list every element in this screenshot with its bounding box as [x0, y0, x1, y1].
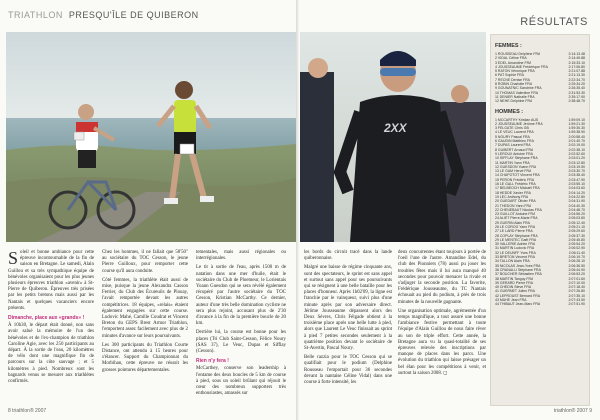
competitor-name: 10 THOMAS Valentine FRA — [495, 90, 539, 95]
paragraph: Une organisation optimale, agrémentée d'un temps magnifique, a tout assuré une bonne l'ambiance festive permettant à toute l'équipe d'Alain Guillou de nous faire rêver au son de triple effort. Cette année, la Bretagne aura vu la quasi-totalité de ses épreuves relevée des inscriptions par manque de places dans les parcs. Une évolution du triathlon qui laisse présager un bel élan pour les compétitions à venir, et surtout la saison 2008. ◻ — [398, 308, 486, 376]
finish-time: 2:04:22.80 — [568, 194, 585, 199]
finish-time: 2:14:13.48 — [568, 52, 585, 56]
competitor-name: 8 GUIBERT Arnaud FRA — [495, 147, 534, 152]
results-panel — [490, 34, 590, 406]
svg-text:2XX: 2XX — [384, 121, 407, 135]
finish-time: 2:05:45.80 — [568, 237, 585, 242]
finish-time: 1:59:21.30 — [568, 121, 585, 126]
left-page — [0, 0, 296, 420]
finish-time: 2:25:34.20 — [568, 82, 585, 87]
competitor-name: 44 THIBAUT Jean-Marc FRA — [495, 302, 541, 307]
subheading: Dimanche, place aux «grands» ! — [8, 315, 85, 322]
results-row — [495, 302, 585, 306]
competitor-name: 12 GUESDON Yoann FRA — [495, 164, 537, 169]
finish-time: 2:14:49.88 — [568, 56, 585, 61]
right-text-column-1 — [304, 250, 392, 389]
finish-time: 2:03:12.80 — [568, 160, 585, 165]
paragraph: tementales, mais aussi régionales ou interrégionales. — [196, 250, 286, 262]
competitor-name: 34 TALLON Alain FRA — [495, 259, 530, 264]
competitor-name: 38 MARTIN Tanguy FRA — [495, 276, 534, 281]
left-text-column-2 — [102, 250, 188, 377]
competitor-name: 35 NICOLAS Jean-Yves FRA — [495, 263, 541, 268]
competitor-name: 21 THEDON Yann FRA — [495, 203, 532, 208]
competitor-name: 39 GERARD Pierre FRA — [495, 280, 534, 285]
section-label: TRIATHLON — [8, 10, 63, 20]
competitor-name: 5 RATON Véronique FRA — [495, 69, 535, 74]
competitor-name: 40 CHEDIN Steve FRA — [495, 285, 532, 290]
finish-time: 2:31:53.30 — [568, 90, 585, 95]
finish-time: 2:04:40.30 — [568, 203, 585, 208]
finish-time: 2:05:29.60 — [568, 229, 585, 234]
finish-time: 2:06:36.50 — [568, 263, 585, 268]
finish-time: 2:00:58.40 — [568, 134, 585, 139]
results-heading: RÉSULTATS — [520, 16, 588, 28]
finish-time: 2:05:37.30 — [568, 233, 585, 238]
finish-time: 2:02:38.10 — [568, 147, 585, 152]
competitor-name: 13 LE GAM Hervé FRA — [495, 169, 532, 174]
finish-time: 1:59:30.30 — [568, 126, 585, 131]
competitor-name: 10 SIFFLAY Stéphane FRA — [495, 156, 538, 161]
finish-time: 2:03:30.70 — [568, 169, 585, 174]
finish-time: 2:06:19.70 — [568, 255, 585, 260]
competitor-name: 20 GUEDART Olivier FRA — [495, 199, 536, 204]
competitor-name: 28 COPLAY Stéphane FRA — [495, 233, 538, 238]
page-header — [8, 10, 199, 20]
finish-time: 1:59:09.10 — [568, 117, 585, 122]
competitor-name: 24 ALIET Pierre-Marie FRA — [495, 216, 538, 221]
paragraph: Malgré une baisse de régime cinquante ans, sont des spectateurs, le sprint est sans appel et surtout sans appel pour ses poursuivants qui se résignent à une belle bataille pour les places d'honneur. Après 1h02'09, la ligne est franchie par le vainqueur, suivi plus d'une minute après par son adversaire direct. Jérôme Jousseaume dépassent alors des Deux Sèvres, Chris Félgade obtient à la troisième place après une belle lutte à pied, alors que Laurent Le Veuc finissait au sprint à pied 7 petites secondes seulement à la quatrième position devant le sociétaire de St-Avertin, Pascal Noury. — [304, 265, 392, 352]
finish-time: 2:04:56.20 — [568, 212, 585, 217]
competitor-name: 3 FELGATE Chris GB — [495, 126, 529, 131]
competitor-name: 30 VALLERIE Adrien FRA — [495, 242, 536, 247]
finish-time: 2:03:55.10 — [568, 182, 585, 187]
finish-time: 2:04:48.70 — [568, 207, 585, 212]
paragraph: Côté femmes, la triathlète était aussi de mise, puisque la jeune Alexandra Casson Ferrier, du Club des Écureuils de Plouay, l'avait remportée devant les autres compétitrices. 18 équipes, «relais» étaient également engagées sur cette course. Ludovic Mahé, Camille Coudrat et Vincent Breton du GEPS Brest Armor Triathlon, l'emportent assez facilement avec plus de 2 minutes d'avance sur leurs poursuivants. — [102, 277, 188, 339]
competitor-name: 6 GAUDIN Matthieu FRA — [495, 139, 534, 144]
competitor-name: 15 PERON Frédéric FRA — [495, 177, 535, 182]
women-results-list — [495, 52, 585, 104]
finish-time: 2:21:13.30 — [568, 73, 585, 78]
finish-time: 2:01:40.70 — [568, 139, 585, 144]
paragraph: oleil et bonne ambiance pour cette épreuve incontournable de la fin de saison en Bretagne. Le samedi, Alain Guillou et sa très sympathique équipe de bénévoles organisaient pour les plus jeunes plusieurs épreuves triathlon «avenir» à St-Pierre de Quiberon. Épreuves très prisées par les petits bretons mais aussi par les Nantais et quelques vacanciers encore présents. — [8, 250, 94, 311]
competitor-name: 3 EDEL Amandine FRA — [495, 60, 532, 65]
competitor-name: 26 LE COROG Yann FRA — [495, 224, 536, 229]
men-results-list — [495, 118, 585, 307]
left-text-column-1 — [8, 250, 94, 388]
competitor-name: 29 LE MENTEC Gaël FRA — [495, 237, 537, 242]
finish-time: 2:03:38.40 — [568, 173, 585, 178]
competitor-name: 37 BOUCHER Sébastien FRA — [495, 272, 542, 277]
article-title: PRESQU'ÎLE DE QUIBERON — [68, 10, 199, 20]
finish-time: 2:07:01.60 — [568, 276, 585, 281]
competitor-name: 11 DENIER Nathalie FRA — [495, 94, 535, 99]
finish-time: 2:06:53.20 — [568, 272, 585, 277]
competitor-name: 19 LEC Anthony FRA — [495, 194, 529, 199]
men-results-heading: HOMMES : — [495, 108, 524, 115]
finish-time: 2:06:44.90 — [568, 267, 585, 272]
right-text-column-2 — [398, 250, 486, 380]
competitor-name: 23 GUILLOT Antoine FRA — [495, 212, 536, 217]
competitor-name: 5 NOURY Pascal FRA — [495, 134, 530, 139]
paragraph: Belle razzia pour le TOC Cesson qui se qualifiait pour le podium (Delphine Rousseau l'emportait pour 36 secondes devant la nantaise Céline Vidal) dans une course à forte intensité, les — [304, 355, 392, 386]
competitor-name: 7 DUPAS Laurent FRA — [495, 143, 531, 148]
competitor-name: 22 CHENEBAUT Nicolas FRA — [495, 207, 542, 212]
finish-time: 2:02:52.60 — [568, 151, 585, 156]
finish-time: 2:07:10.00 — [568, 280, 585, 285]
competitor-name: 27 LE LARD Pierre FRA — [495, 229, 533, 234]
competitor-name: 9 GOUNATNIC Sandrine FRA — [495, 86, 542, 91]
competitor-name: 1 ROUSSEAU Delphine FRA — [495, 52, 541, 56]
competitor-name: 14 CHAPOTOT Vincent FRA — [495, 173, 540, 178]
finish-time: 2:07:35.10 — [568, 293, 585, 298]
finish-time: 2:02:19.00 — [568, 143, 585, 148]
page-footer-right: triathlon® 2007 9 — [553, 408, 592, 414]
competitor-name: 2 JOUSSEAUME Jérôme FRA — [495, 121, 543, 126]
paragraph: deux concurrentes étant toujours à portée de l'oeil l'une de l'autre. Amandine Edel, du club des Pionniers (78) aussi pu jouer les troubles fêtes mais il lui aura manqué 40 secondes pour pouvoir menacer la rivale et s'adjuger la seconde position. La favorite, Frédérique Jousseaume, du TC Nantais échouait au pied du podium, à près de trois minutes de la nouvelle gagnante. — [398, 250, 486, 305]
finish-time: 2:21:07.88 — [568, 69, 585, 74]
finish-time: 2:07:51.90 — [568, 302, 585, 307]
finish-time: 2:03:19.50 — [568, 164, 585, 169]
competitor-name: 43 MAHE Jean FRA — [495, 298, 527, 303]
competitor-name: 16 LE GALL Frédéric FRA — [495, 182, 536, 187]
subheading: Rien n'y fera ! — [196, 358, 229, 365]
paragraph: À 10h30, le départ était donné, non sans avoir salué la mémoire de l'un des bénévoles et de l'ex-champion de triathlon Caroline Agie, avec les 250 participants au départ. À la sortie de l'eau, 20 kilomètres de vélo dont une magnifique fin de parcours sur la côte sauvage ; et 5 kilomètres à pied. Nombreux sont les bagnards venus se mesurer aux triathlètes confirmés. — [8, 323, 94, 385]
photo-swimmer — [300, 32, 486, 242]
competitor-name: 18 HEDDE Xavier FRA — [495, 190, 531, 195]
finish-time: 2:05:03.80 — [568, 216, 585, 221]
finish-time: 2:03:47.90 — [568, 177, 585, 182]
finish-time: 2:06:28.10 — [568, 259, 585, 264]
finish-time: 2:05:54.20 — [568, 242, 585, 247]
women-results-heading: FEMMES : — [495, 43, 522, 49]
competitor-name: 25 GUERIN Alain FRA — [495, 220, 531, 225]
results-row — [495, 99, 585, 103]
finish-time: 2:17:06.80 — [568, 64, 585, 69]
competitor-name: 36 CRANALLI Stéphane FRA — [495, 267, 541, 272]
competitor-name: 2 VIDAL Céline FRA — [495, 56, 527, 61]
finish-time: 2:22:34.70 — [568, 77, 585, 82]
drop-cap: S — [8, 248, 19, 268]
finish-time: 2:06:02.90 — [568, 246, 585, 251]
competitor-name: 12 NEHE Delphine FRA — [495, 99, 533, 104]
paragraph: Derrière lui, la course est bonne pour les places (Tri Club Saint-Cesson, Félice Noury (SAS 37), Le Veuc, Dupas et Sifflay (Cesson). — [196, 330, 286, 355]
finish-time: 2:15:33.10 — [568, 60, 585, 65]
competitor-name: 41 GUERNET Julien FRA — [495, 289, 536, 294]
paragraph: Les 300 participants du Triathlon Courte Distance, ont attendu à 15 heures pour s'élancer. Support du Championnat du Morbihan, cette épreuve ne réussit les grosses pointures départementales. — [102, 342, 188, 373]
finish-time: 2:05:21.10 — [568, 224, 585, 229]
finish-time: 2:35:17.90 — [568, 94, 585, 99]
finish-time: 2:26:35.40 — [568, 86, 585, 91]
photo-cyclist-runner — [6, 32, 296, 242]
competitor-name: 42 LEPROUST Bernard FRA — [495, 293, 541, 298]
competitor-name: 9 LEROUX Antoine FRA — [495, 151, 533, 156]
competitor-name: 31 MARTIN Ludovic FRA — [495, 246, 535, 251]
competitor-name: 8 ROBIN Charlotte FRA — [495, 82, 533, 87]
competitor-name: 11 MARTIN Yann FRA — [495, 160, 530, 165]
paragraph: McCarthey, conserve son leadership à l'entame des deux boucles de 5 km de course à pied, sous un soleil brûlant qui réjouit le cœur des nombreux supporters très enthousiastes, amassés sur — [196, 366, 286, 397]
finish-time: 1:59:38.90 — [568, 130, 585, 135]
finish-time: 2:04:31.90 — [568, 199, 585, 204]
finish-time: 2:04:14.20 — [568, 190, 585, 195]
finish-time: 2:07:18.40 — [568, 285, 585, 290]
competitor-name: 4 LE VEUC Laurent FRA — [495, 130, 534, 135]
finish-time: 2:38:48.70 — [568, 99, 585, 104]
page-footer-left: 8 triathlon® 2007 — [8, 408, 47, 414]
finish-time: 2:03:01.20 — [568, 156, 585, 161]
finish-time: 2:04:03.60 — [568, 186, 585, 191]
finish-time: 2:07:43.50 — [568, 298, 585, 303]
competitor-name: 6 PAT Sophie FRA — [495, 73, 524, 78]
left-text-column-3 — [196, 250, 286, 400]
finish-time: 2:07:26.80 — [568, 289, 585, 294]
competitor-name: 17 BELBEOCH Mickaël FRA — [495, 186, 540, 191]
paragraph: Chez les hommes, il ne fallait que 58'50" au sociétaire du TOC Cesson, le jeune Pierre Guilloux, pour remporter cette course qu'il aura conduite. — [102, 250, 188, 274]
finish-time: 2:05:12.40 — [568, 220, 585, 225]
competitor-name: 33 BRETON Vincent FRA — [495, 255, 535, 260]
competitor-name: 7 RECNE Denise FRA — [495, 77, 531, 82]
paragraph: les bords du circuit tracé dans la lande quiberonnaise. — [304, 250, 392, 262]
competitor-name: 4 JOUSSEAUME Frédérique FRA — [495, 64, 548, 69]
competitor-name: 1 MCCARTHY Kristian AUS — [495, 117, 539, 122]
competitor-name: 32 LE DEUNFF Yves FRA — [495, 250, 536, 255]
finish-time: 2:06:11.40 — [568, 250, 585, 255]
paragraph: Le tir à sortie de l'eau, après 1500 m de natation dans une mer d'huile, était le sociétaire du Club de Ploemeur, le Lorientais Yoann Guesdon qui se sera révélé également récupéré par l'autre sociétaire du TOC Cesson, Kristian McCarthy. Ce dernier, auteur d'une très belle domination cycliste ne sera plus rejoint, accusant plus de 2'30 d'avance à la fin de la première boucle de 20 km. — [196, 265, 286, 327]
